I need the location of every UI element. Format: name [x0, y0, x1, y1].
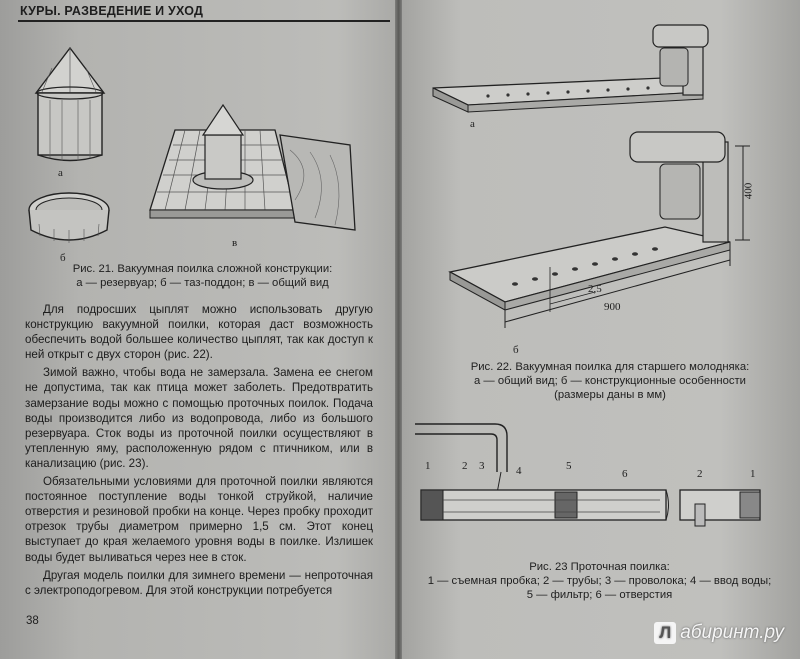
figure23-callout-2: 2: [462, 460, 468, 472]
figure23-callout-4: 4: [516, 465, 522, 477]
figure23-callout-3: 3: [479, 460, 485, 472]
figure23-drawing: [415, 422, 770, 537]
paragraph-2: Зимой важно, чтобы вода не замерзала. Замена ее снегом не допустима, так как птица может заболеть. Предотвратить замерзание воды можно с помощью проточных поилок. Подача воды производится либо из водопровода, либо из большого резервуара. Сток воды из проточной поилки осуществляют в утепленную яму, расположенную рядом с птичником, или в канализацию (рис. 23).: [25, 366, 373, 470]
running-header: КУРЫ. РАЗВЕДЕНИЕ И УХОД: [20, 4, 204, 18]
figure23-caption-line-1: Рис. 23 Проточная поилка:: [529, 561, 670, 573]
figure23-callout-5: 5: [566, 460, 572, 472]
figure21-tray-drawing: [24, 188, 114, 258]
paragraph-4: Другая модель поилки для зимнего времени — непроточная с электроподогревом. Для этой конструкции потребуется: [25, 568, 373, 597]
paragraph-3: Обязательными условиями для проточной поилки являются постоянное поступление воды тонкой струйкой, наличие отверстия и резиновой пробки на конце. Через пробку проходит отрезок трубы диаметром примерно 1,5 см. Этот конец выступает до края желаемого уровня воды в поилке. Излишек воды будет выливаться через нее в сток.: [25, 475, 373, 564]
figure23-caption-line-2: 1 — съемная пробка; 2 — трубы; 3 — проволока; 4 — ввод воды;: [427, 575, 772, 587]
figure21-label-v: в: [232, 237, 238, 249]
figure23-caption-line-3: 5 — фильтр; 6 — отверстия: [526, 589, 673, 601]
header-rule: [18, 20, 390, 22]
figure23-callout-6: 6: [622, 468, 628, 480]
labirint-logo-icon: Л: [654, 622, 676, 644]
figure22-caption-line-3: (размеры даны в мм): [554, 389, 666, 401]
figure23-callout-1: 1: [425, 460, 431, 472]
paragraph-1: Для подросших цыплят можно использовать другую конструкцию вакуумной поилки, которая даст возможность обеспечить водой большее количество цыплят, так как доступ к ней открыт с двух сторон (рис. 22).: [25, 303, 373, 362]
book-spine: [395, 0, 402, 659]
figure22-general-view-drawing: [428, 20, 723, 115]
labirint-watermark: [654, 622, 784, 644]
page-number: 38: [26, 615, 39, 627]
figure22-caption-line-2: а — общий вид; б — конструкционные особенности: [474, 375, 746, 387]
figure23-callout-2b: 2: [697, 468, 703, 480]
figure21-caption-line-2: а — резервуар; б — таз-поддон; в — общий вид: [76, 277, 329, 289]
figure21-label-a: а: [58, 167, 63, 179]
figure21-label-b: б: [60, 252, 66, 264]
figure21-caption-line-1: Рис. 21. Вакуумная поилка сложной конструкции:: [72, 263, 333, 275]
figure23-caption: [412, 560, 787, 602]
figure22-label-b: б: [513, 344, 519, 356]
figure22-dimension-length: 900: [604, 301, 621, 313]
figure22-caption-line-1: Рис. 22. Вакуумная поилка для старшего молодняка:: [470, 361, 750, 373]
figure21-general-view-drawing: [145, 100, 365, 240]
figure22-caption: [430, 360, 790, 402]
figure23-callout-1b: 1: [750, 468, 756, 480]
figure22-dimension-height: 400: [742, 182, 755, 200]
body-text: [25, 302, 373, 601]
figure22-label-a: а: [470, 118, 475, 130]
figure22-dimension-gap: 2,5: [588, 283, 602, 295]
watermark-text: абиринт.ру: [680, 622, 784, 643]
figure21-reservoir-drawing: [28, 48, 108, 168]
figure21-caption: [30, 262, 375, 290]
